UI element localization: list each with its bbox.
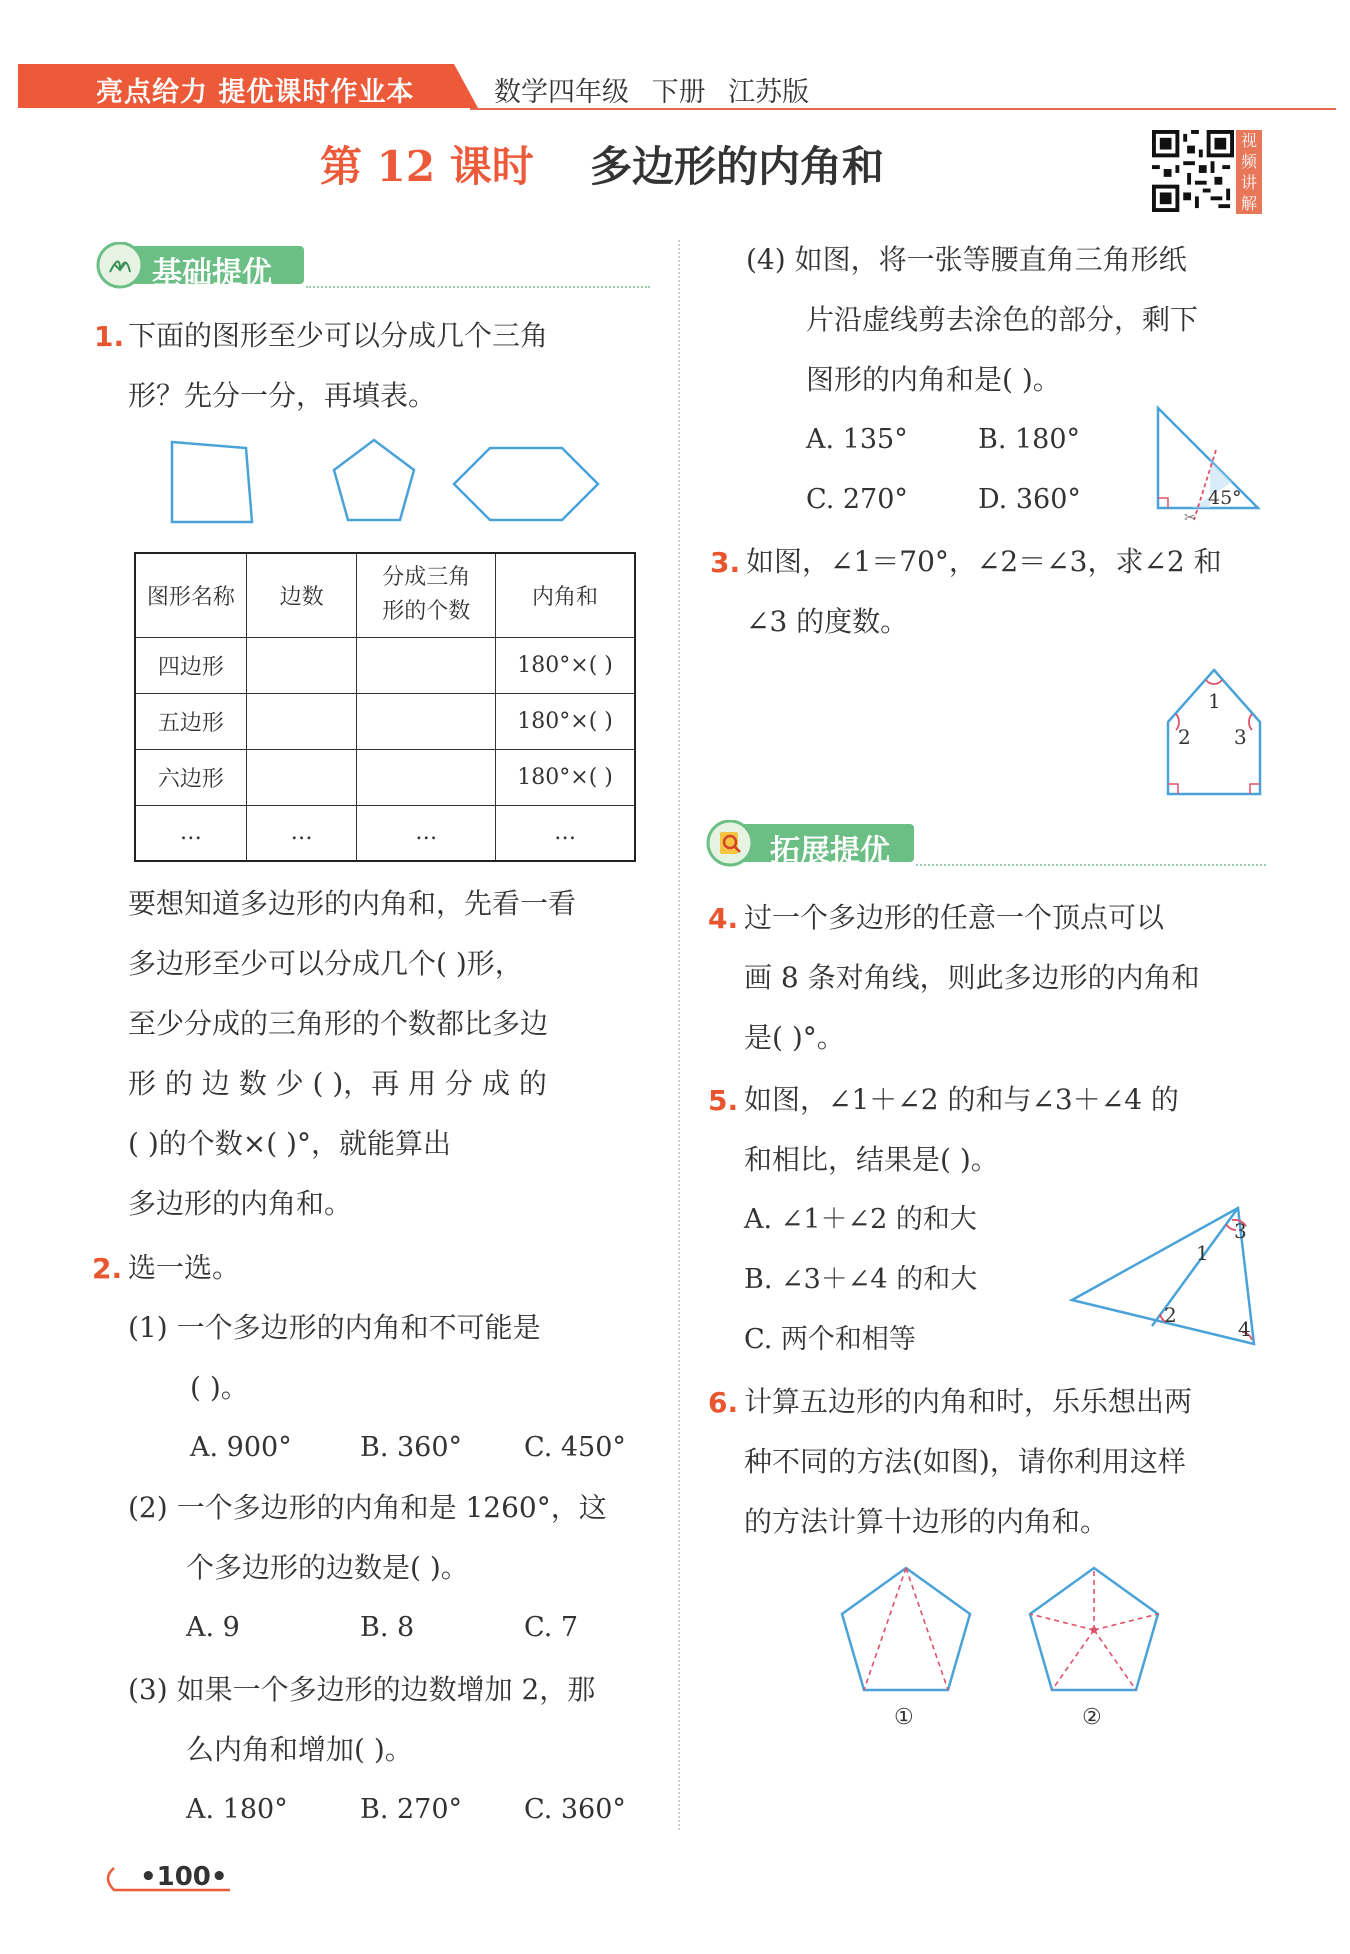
q2-1-option-a[interactable]: A. 900° [190, 1432, 292, 1463]
q2-1-option-c[interactable]: C. 450° [524, 1432, 626, 1463]
q3-pentagon-figure [1160, 664, 1270, 800]
q2-4-line-3: 图形的内角和是( )。 [806, 363, 1061, 396]
table-cell[interactable]: 180°×( ) [496, 749, 635, 805]
q3-number: 3. [710, 546, 741, 579]
q1-shapes-figure [160, 432, 610, 532]
table-header: 边数 [246, 553, 357, 637]
q5-triangle-figure [1066, 1200, 1266, 1350]
table-cell: … [135, 805, 246, 861]
q1-para-3: 至少分成的三角形的个数都比多边 [128, 1007, 549, 1040]
q2-3-option-b[interactable]: B. 270° [360, 1794, 463, 1825]
section-rule-basic [306, 286, 650, 288]
q4-number: 4. [708, 902, 739, 935]
table-cell: 六边形 [135, 749, 246, 805]
hexagon-shape [454, 448, 598, 520]
table-cell: … [246, 805, 357, 861]
qr-label: 视频讲解 [1236, 130, 1262, 214]
section-rule-extend [916, 864, 1266, 866]
q4-line-2: 画 8 条对角线，则此多边形的内角和 [744, 961, 1200, 994]
triangle-angle-label: 45° [1208, 487, 1242, 509]
pentagon-shape [334, 440, 414, 520]
q2-2-line-2: 个多边形的边数是( )。 [186, 1551, 469, 1584]
table-cell: … [496, 805, 635, 861]
table-cell[interactable] [357, 693, 496, 749]
angle-label: 3 [1234, 1219, 1247, 1243]
angle-label: 1 [1208, 689, 1221, 713]
angle-label: 3 [1234, 725, 1247, 749]
q2-3-option-a[interactable]: A. 180° [186, 1794, 288, 1825]
table-cell[interactable] [357, 637, 496, 693]
q2-4-option-c[interactable]: C. 270° [806, 484, 908, 515]
q1-para-6: 多边形的内角和。 [128, 1187, 353, 1220]
q1-para-4: 形 的 边 数 少 ( )，再 用 分 成 的 [128, 1067, 547, 1100]
table-header-line: 分成三角 [382, 565, 471, 591]
page-number: •100• [140, 1862, 228, 1892]
q2-2-option-c[interactable]: C. 7 [524, 1612, 579, 1643]
q2-1-line-1: (1) 一个多边形的内角和不可能是 [128, 1311, 541, 1344]
q5-number: 5. [708, 1084, 739, 1117]
q2-4-option-a[interactable]: A. 135° [806, 424, 908, 455]
q3-line-2: ∠3 的度数。 [746, 605, 909, 638]
q5-option-b[interactable]: B. ∠3＋∠4 的和大 [744, 1264, 978, 1295]
q1-line-2: 形？先分一分，再填表。 [128, 379, 437, 412]
q5-line-2: 和相比，结果是( )。 [744, 1143, 999, 1176]
q2-2-option-b[interactable]: B. 8 [360, 1612, 415, 1643]
lesson-number: 第 12 课时 [320, 142, 534, 191]
q2-3-option-c[interactable]: C. 360° [524, 1794, 626, 1825]
q2-number: 2. [92, 1252, 123, 1285]
header-rule [470, 108, 1336, 110]
quadrilateral-shape [172, 442, 252, 522]
table-header: 内角和 [496, 553, 635, 637]
angle-label: 1 [1196, 1241, 1209, 1265]
table-cell[interactable] [246, 637, 357, 693]
q6-line-1: 计算五边形的内角和时，乐乐想出两 [744, 1385, 1193, 1418]
q1-line-1: 下面的图形至少可以分成几个三角 [128, 319, 549, 352]
table-cell: 五边形 [135, 693, 246, 749]
table-cell[interactable] [246, 749, 357, 805]
q1-para-2: 多边形至少可以分成几个( )形， [128, 947, 523, 980]
q2-4-line-1: (4) 如图，将一张等腰直角三角形纸 [746, 243, 1187, 276]
q6-number: 6. [708, 1386, 739, 1419]
table-header-split [357, 553, 496, 637]
table-cell[interactable]: 180°×( ) [496, 637, 635, 693]
q6-line-2: 种不同的方法(如图)，请你利用这样 [744, 1445, 1186, 1478]
table-cell[interactable] [357, 749, 496, 805]
table-cell: 四边形 [135, 637, 246, 693]
angle-label: 2 [1178, 725, 1191, 749]
q1-para-5: ( )的个数×( )°，就能算出 [128, 1127, 451, 1160]
q1-para-1: 要想知道多边形的内角和，先看一看 [128, 887, 577, 920]
section-title-basic: 基础提优 [152, 256, 272, 291]
table-header-line: 形的个数 [382, 599, 471, 625]
q5-option-a[interactable]: A. ∠1＋∠2 的和大 [744, 1204, 977, 1235]
q2-4-triangle-figure [1150, 402, 1270, 522]
q2-4-option-d[interactable]: D. 360° [978, 484, 1081, 515]
section-title-extend: 拓展提优 [770, 834, 890, 869]
q5-option-c[interactable]: C. 两个和相等 [744, 1324, 916, 1355]
q2-3-line-1: (3) 如果一个多边形的边数增加 2，那 [128, 1673, 596, 1706]
table-cell[interactable]: 180°×( ) [496, 693, 635, 749]
q2-4-option-b[interactable]: B. 180° [978, 424, 1081, 455]
column-divider [678, 240, 680, 1830]
table-cell: … [357, 805, 496, 861]
header-brand: 亮点给力 提优课时作业本 [96, 77, 415, 108]
scissors-icon: ✂ [1184, 510, 1196, 522]
table-cell[interactable] [246, 693, 357, 749]
q6-line-3: 的方法计算十边形的内角和。 [744, 1505, 1109, 1538]
qr-code-icon[interactable] [1152, 130, 1234, 212]
q2-2-line-1: (2) 一个多边形的内角和是 1260°，这 [128, 1491, 607, 1524]
q2-4-line-2: 片沿虚线剪去涂色的部分，剩下 [806, 303, 1199, 336]
q6-pentagons-figure [836, 1562, 1176, 1732]
angle-label: 2 [1164, 1303, 1177, 1327]
q1-number: 1. [94, 320, 125, 353]
q4-line-1: 过一个多边形的任意一个顶点可以 [744, 901, 1165, 934]
figure-label: ① [894, 1705, 914, 1730]
q2-3-line-2: 么内角和增加( )。 [186, 1733, 413, 1766]
q2-1-line-2: ( )。 [190, 1371, 249, 1404]
lesson-title: 多边形的内角和 [590, 142, 885, 191]
q3-line-1: 如图，∠1＝70°，∠2＝∠3，求∠2 和 [746, 545, 1222, 578]
header-book-info: 数学四年级 下册 江苏版 [494, 77, 810, 108]
q1-table [134, 552, 636, 862]
q2-2-option-a[interactable]: A. 9 [186, 1612, 240, 1643]
q5-line-1: 如图，∠1＋∠2 的和与∠3＋∠4 的 [744, 1083, 1179, 1116]
q4-line-3: 是( )°。 [744, 1021, 845, 1054]
figure-label: ② [1082, 1705, 1102, 1730]
angle-label: 4 [1238, 1317, 1251, 1341]
q2-title: 选一选。 [128, 1251, 241, 1284]
table-header: 图形名称 [135, 553, 246, 637]
q2-1-option-b[interactable]: B. 360° [360, 1432, 463, 1463]
